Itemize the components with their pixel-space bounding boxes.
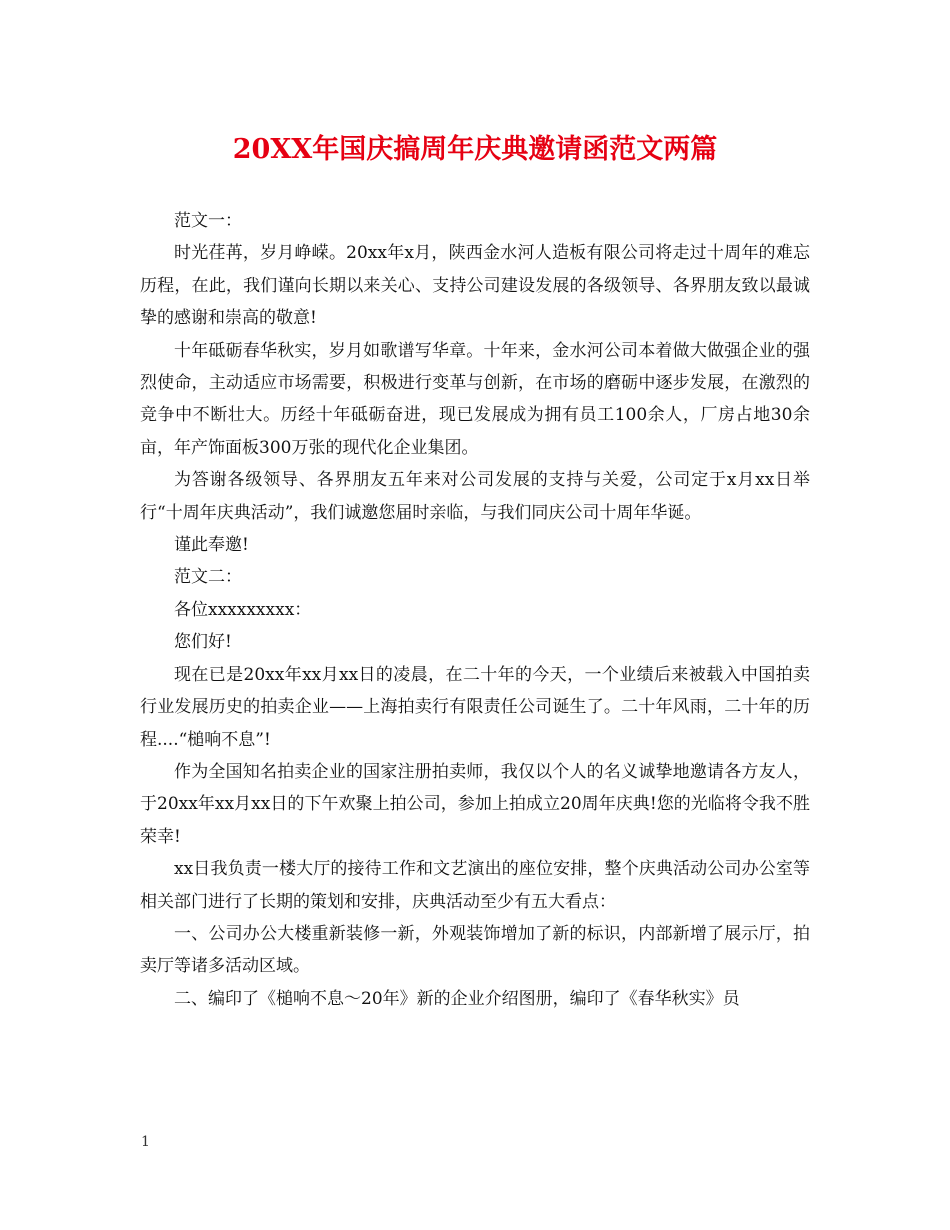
paragraph: 二、编印了《槌响不息～20年》新的企业介绍图册，编印了《春华秋实》员 [174, 988, 740, 1009]
paragraph: 一、公司办公大楼重新装修一新，外观装饰增加了新的标识，内部新增了展示厅，拍卖厅等诸多活动区域。 [140, 923, 810, 977]
paragraph: 十年砥砺春华秋实，岁月如歌谱写华章。十年来，金水河公司本着做大做强企业的强烈使命，主动适应市场需要，积极进行变革与创新，在市场的磨砺中逐步发展，在激烈的竞争中不断壮大。历经十年砥砺奋进，现已发展成为拥有员工100余人，厂房占地30余亩，年产饰面板300万张的现代化企业集团。 [140, 340, 810, 458]
document-title: 20XX年国庆搞周年庆典邀请函范文两篇 [232, 134, 718, 165]
salutation: 各位xxxxxxxxx： [174, 599, 312, 620]
paragraph: 作为全国知名拍卖企业的国家注册拍卖师，我仅以个人的名义诚挚地邀请各方友人，于20xx年xx月xx日的下午欢聚上拍公司，参加上拍成立20周年庆典!您的光临将令我不胜荣幸! [140, 761, 810, 847]
page-number: 1 [141, 1134, 150, 1150]
greeting: 您们好! [174, 632, 232, 653]
paragraph: xx日我负责一楼大厅的接待工作和文艺演出的座位安排，整个庆典活动公司办公室等相关部门进行了长期的策划和安排，庆典活动至少有五大看点： [140, 859, 810, 912]
paragraph: 时光荏苒，岁月峥嵘。20xx年x月，陕西金水河人造板有限公司将走过十周年的难忘历程，在此，我们谨向长期以来关心、支持公司建设发展的各级领导、各界朋友致以最诚挚的感谢和崇高的敬意! [140, 243, 810, 329]
paragraph-heading-sample-2: 范文二： [174, 567, 242, 588]
paragraph: 为答谢各级领导、各界朋友五年来对公司发展的支持与关爱，公司定于x月xx日举行“十周年庆典活动”，我们诚邀您届时亲临，与我们同庆公司十周年华诞。 [140, 470, 810, 523]
paragraph: 谨此奉邀! [174, 535, 249, 556]
document-body [140, 205, 810, 1015]
paragraph-heading-sample-1: 范文一： [174, 211, 242, 231]
paragraph: 现在已是20xx年xx月xx日的凌晨，在二十年的今天，一个业绩后来被载入中国拍卖行业发展历史的拍卖企业——上海拍卖行有限责任公司诞生了。二十年风雨，二十年的历程....“槌响不息”! [140, 664, 810, 750]
